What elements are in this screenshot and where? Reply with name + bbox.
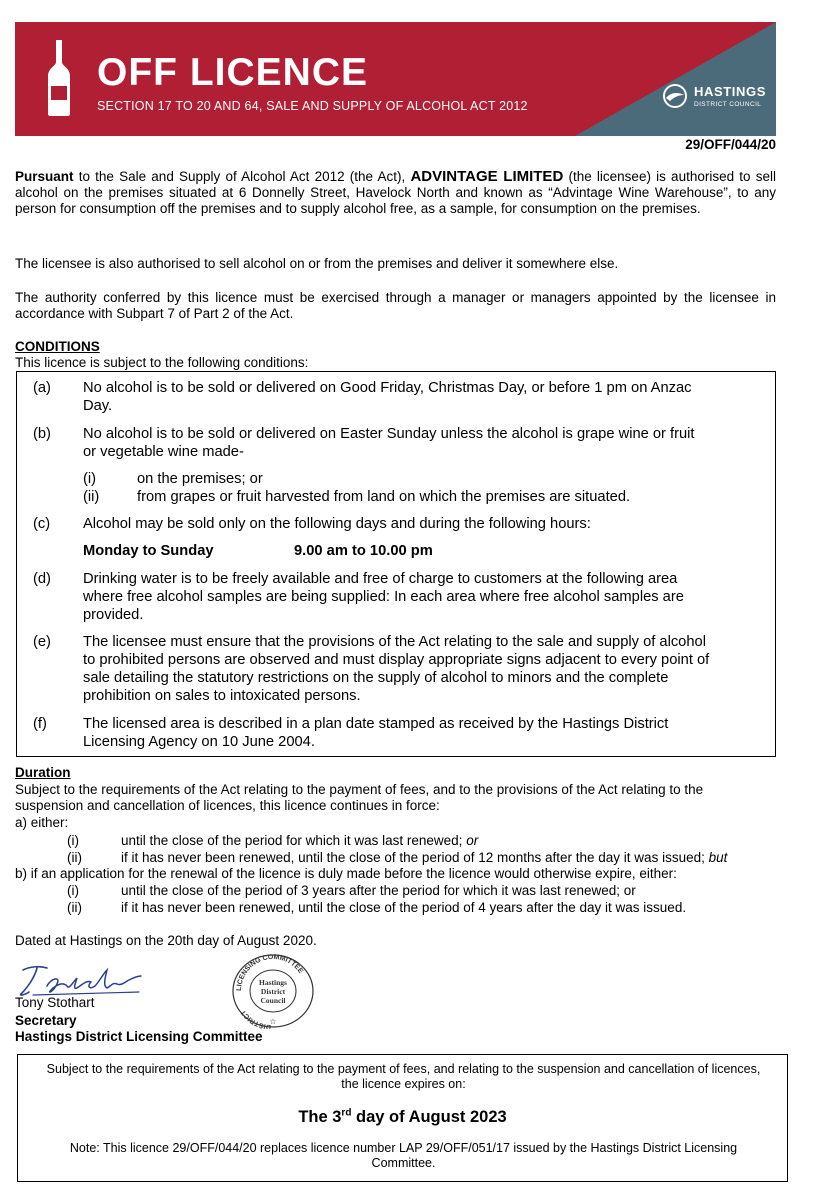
wine-bottle-icon	[48, 40, 70, 116]
manager-paragraph: The authority conferred by this licence must be exercised through a manager or managers appointed by the licensee in accordance with Subpart 7 of Part 2 of the Act.	[15, 290, 776, 321]
sub-item-number: (ii)	[83, 489, 100, 505]
expiry-date-pre: The 3	[298, 1108, 342, 1126]
condition-letter: (c)	[33, 516, 51, 532]
signatory-organisation: Hastings District Licensing Committee	[15, 1029, 263, 1044]
condition-line: sale detailing the statutory restrictions on the supply of alcohol to minors and the complete	[83, 670, 669, 686]
sub-item-text: on the premises; or	[137, 471, 263, 487]
sub-item-text: from grapes or fruit harvested from land on which the premises are situated.	[137, 489, 631, 505]
conditions-heading: CONDITIONS	[15, 339, 100, 354]
condition-text	[83, 715, 771, 751]
condition-line: provided.	[83, 607, 144, 623]
logo-subtitle: DISTRICT COUNCIL	[694, 101, 762, 108]
condition-text	[83, 379, 771, 415]
committee-seal	[231, 953, 315, 1029]
logo-name: HASTINGS	[694, 84, 766, 99]
duration-item-body: until the close of the period for which it was last renewed;	[121, 833, 467, 848]
condition-line: Day.	[83, 398, 113, 414]
condition-line: Drinking water is to be freely available and free of charge to customers at the following area	[83, 571, 678, 587]
signatory-role: Secretary	[15, 1013, 77, 1028]
duration-line-1: Subject to the requirements of the Act relating to the payment of fees, and to the provisions of the Act relating to the	[15, 782, 704, 797]
licence-number: 29/OFF/044/20	[685, 137, 776, 152]
condition-text	[83, 633, 771, 705]
duration-item-text	[121, 850, 727, 866]
condition-line: prohibition on sales to intoxicated persons.	[83, 688, 361, 704]
duration-heading: Duration	[15, 765, 71, 780]
duration-a-label: a) either:	[15, 815, 69, 830]
duration-item-text: until the close of the period of 3 years after the period for which it was last renewed; or	[121, 883, 636, 898]
signature-image	[17, 964, 147, 998]
expiry-box	[17, 1054, 788, 1182]
trading-days: Monday to Sunday	[83, 543, 214, 559]
seal-ring-left: DISTRICT	[239, 1008, 272, 1029]
duration-item-emphasis: or	[466, 833, 479, 848]
condition-line: No alcohol is to be sold or delivered on Good Friday, Christmas Day, or before 1 pm on Anzac	[83, 380, 692, 396]
expiry-date	[18, 1107, 787, 1127]
duration-item-number: (i)	[67, 883, 79, 898]
pursuant-lead: Pursuant	[15, 169, 74, 184]
hastings-logo-icon	[662, 84, 688, 108]
duration-b-label: b) if an application for the renewal of the licence is duly made before the licence would otherwise expire, either:	[15, 866, 677, 881]
seal-center-line: District	[260, 987, 286, 996]
condition-letter: (b)	[33, 426, 51, 442]
seal-center-line: Hastings	[259, 978, 287, 987]
condition-letter: (d)	[33, 571, 51, 587]
condition-line: Licensing Agency on 10 June 2004.	[83, 734, 315, 750]
banner-subtitle: SECTION 17 TO 20 AND 64, SALE AND SUPPLY OF ALCOHOL ACT 2012	[97, 99, 528, 113]
seal-star-icon: ☆	[269, 1017, 277, 1026]
sub-item-number: (i)	[83, 471, 97, 487]
condition-text: Alcohol may be sold only on the following days and during the following hours:	[83, 516, 591, 532]
condition-letter: (a)	[33, 380, 51, 396]
duration-item-number: (ii)	[67, 850, 82, 865]
dated-line: Dated at Hastings on the 20th day of August 2020.	[15, 933, 317, 948]
duration-item-emphasis: but	[708, 850, 728, 865]
condition-text	[83, 570, 771, 624]
seal-ring-text: LICENSING COMMITTEE	[235, 953, 305, 992]
licence-banner	[15, 22, 776, 136]
condition-line: to prohibited persons are observed and must display appropriate signs adjacent to every point of	[83, 652, 710, 668]
condition-line: The licensee must ensure that the provisions of the Act relating to the sale and supply of alcohol	[83, 634, 706, 650]
conditions-box	[16, 371, 776, 757]
condition-letter: (f)	[33, 716, 47, 732]
authorisation-paragraph	[15, 169, 776, 217]
expiry-date-post: day of August 2023	[351, 1108, 507, 1126]
condition-text	[83, 425, 771, 461]
expiry-text: Subject to the requirements of the Act relating to the payment of fees, and relating to the suspension and cancellation of licences, the licence expires on:	[46, 1062, 761, 1091]
signatory-name: Tony Stothart	[15, 995, 95, 1010]
authorisation-text-b: (the licensee) is authorised to sell alcohol on the premises situated at 6 Donnelly Street, Havelock North and known as “Advintage Wine Warehouse”, to any person for consumption off the premises and to supply alcohol free, as a sample, for consumption on the premises.	[15, 169, 776, 216]
duration-item-body: if it has never been renewed, until the close of the period of 12 months after the day it was issued;	[121, 850, 709, 865]
condition-letter: (e)	[33, 634, 51, 650]
duration-item-number: (ii)	[67, 900, 82, 915]
hastings-logo	[662, 82, 772, 116]
condition-line: The licensed area is described in a plan date stamped as received by the Hastings District	[83, 716, 669, 732]
banner-title: OFF LICENCE	[97, 51, 368, 94]
expiry-date-suffix: rd	[341, 1107, 352, 1119]
duration-item-text	[121, 833, 478, 849]
authorisation-text-a: to the Sale and Supply of Alcohol Act 2012 (the Act),	[73, 169, 411, 184]
seal-center-line: Council	[260, 996, 286, 1005]
trading-time: 9.00 am to 10.00 pm	[294, 543, 433, 559]
delivery-paragraph: The licensee is also authorised to sell alcohol on or from the premises and deliver it somewhere else.	[15, 256, 619, 271]
duration-item-number: (i)	[67, 833, 79, 848]
duration-line-2: suspension and cancellation of licences, this licence continues in force:	[15, 798, 440, 813]
condition-line: No alcohol is to be sold or delivered on Easter Sunday unless the alcohol is grape wine or fruit	[83, 426, 695, 442]
condition-line: or vegetable wine made-	[83, 444, 244, 460]
duration-item-text: if it has never been renewed, until the close of the period of 4 years after the day it was issued.	[121, 900, 687, 915]
conditions-intro: This licence is subject to the following conditions:	[15, 355, 309, 370]
expiry-note: Note: This licence 29/OFF/044/20 replaces licence number LAP 29/OFF/051/17 issued by the Hastings District Licensing Committee.	[69, 1141, 738, 1170]
licensee-name: ADVINTAGE LIMITED	[410, 168, 564, 185]
condition-line: where free alcohol samples are being supplied: In each area where free alcohol samples are	[83, 589, 684, 605]
